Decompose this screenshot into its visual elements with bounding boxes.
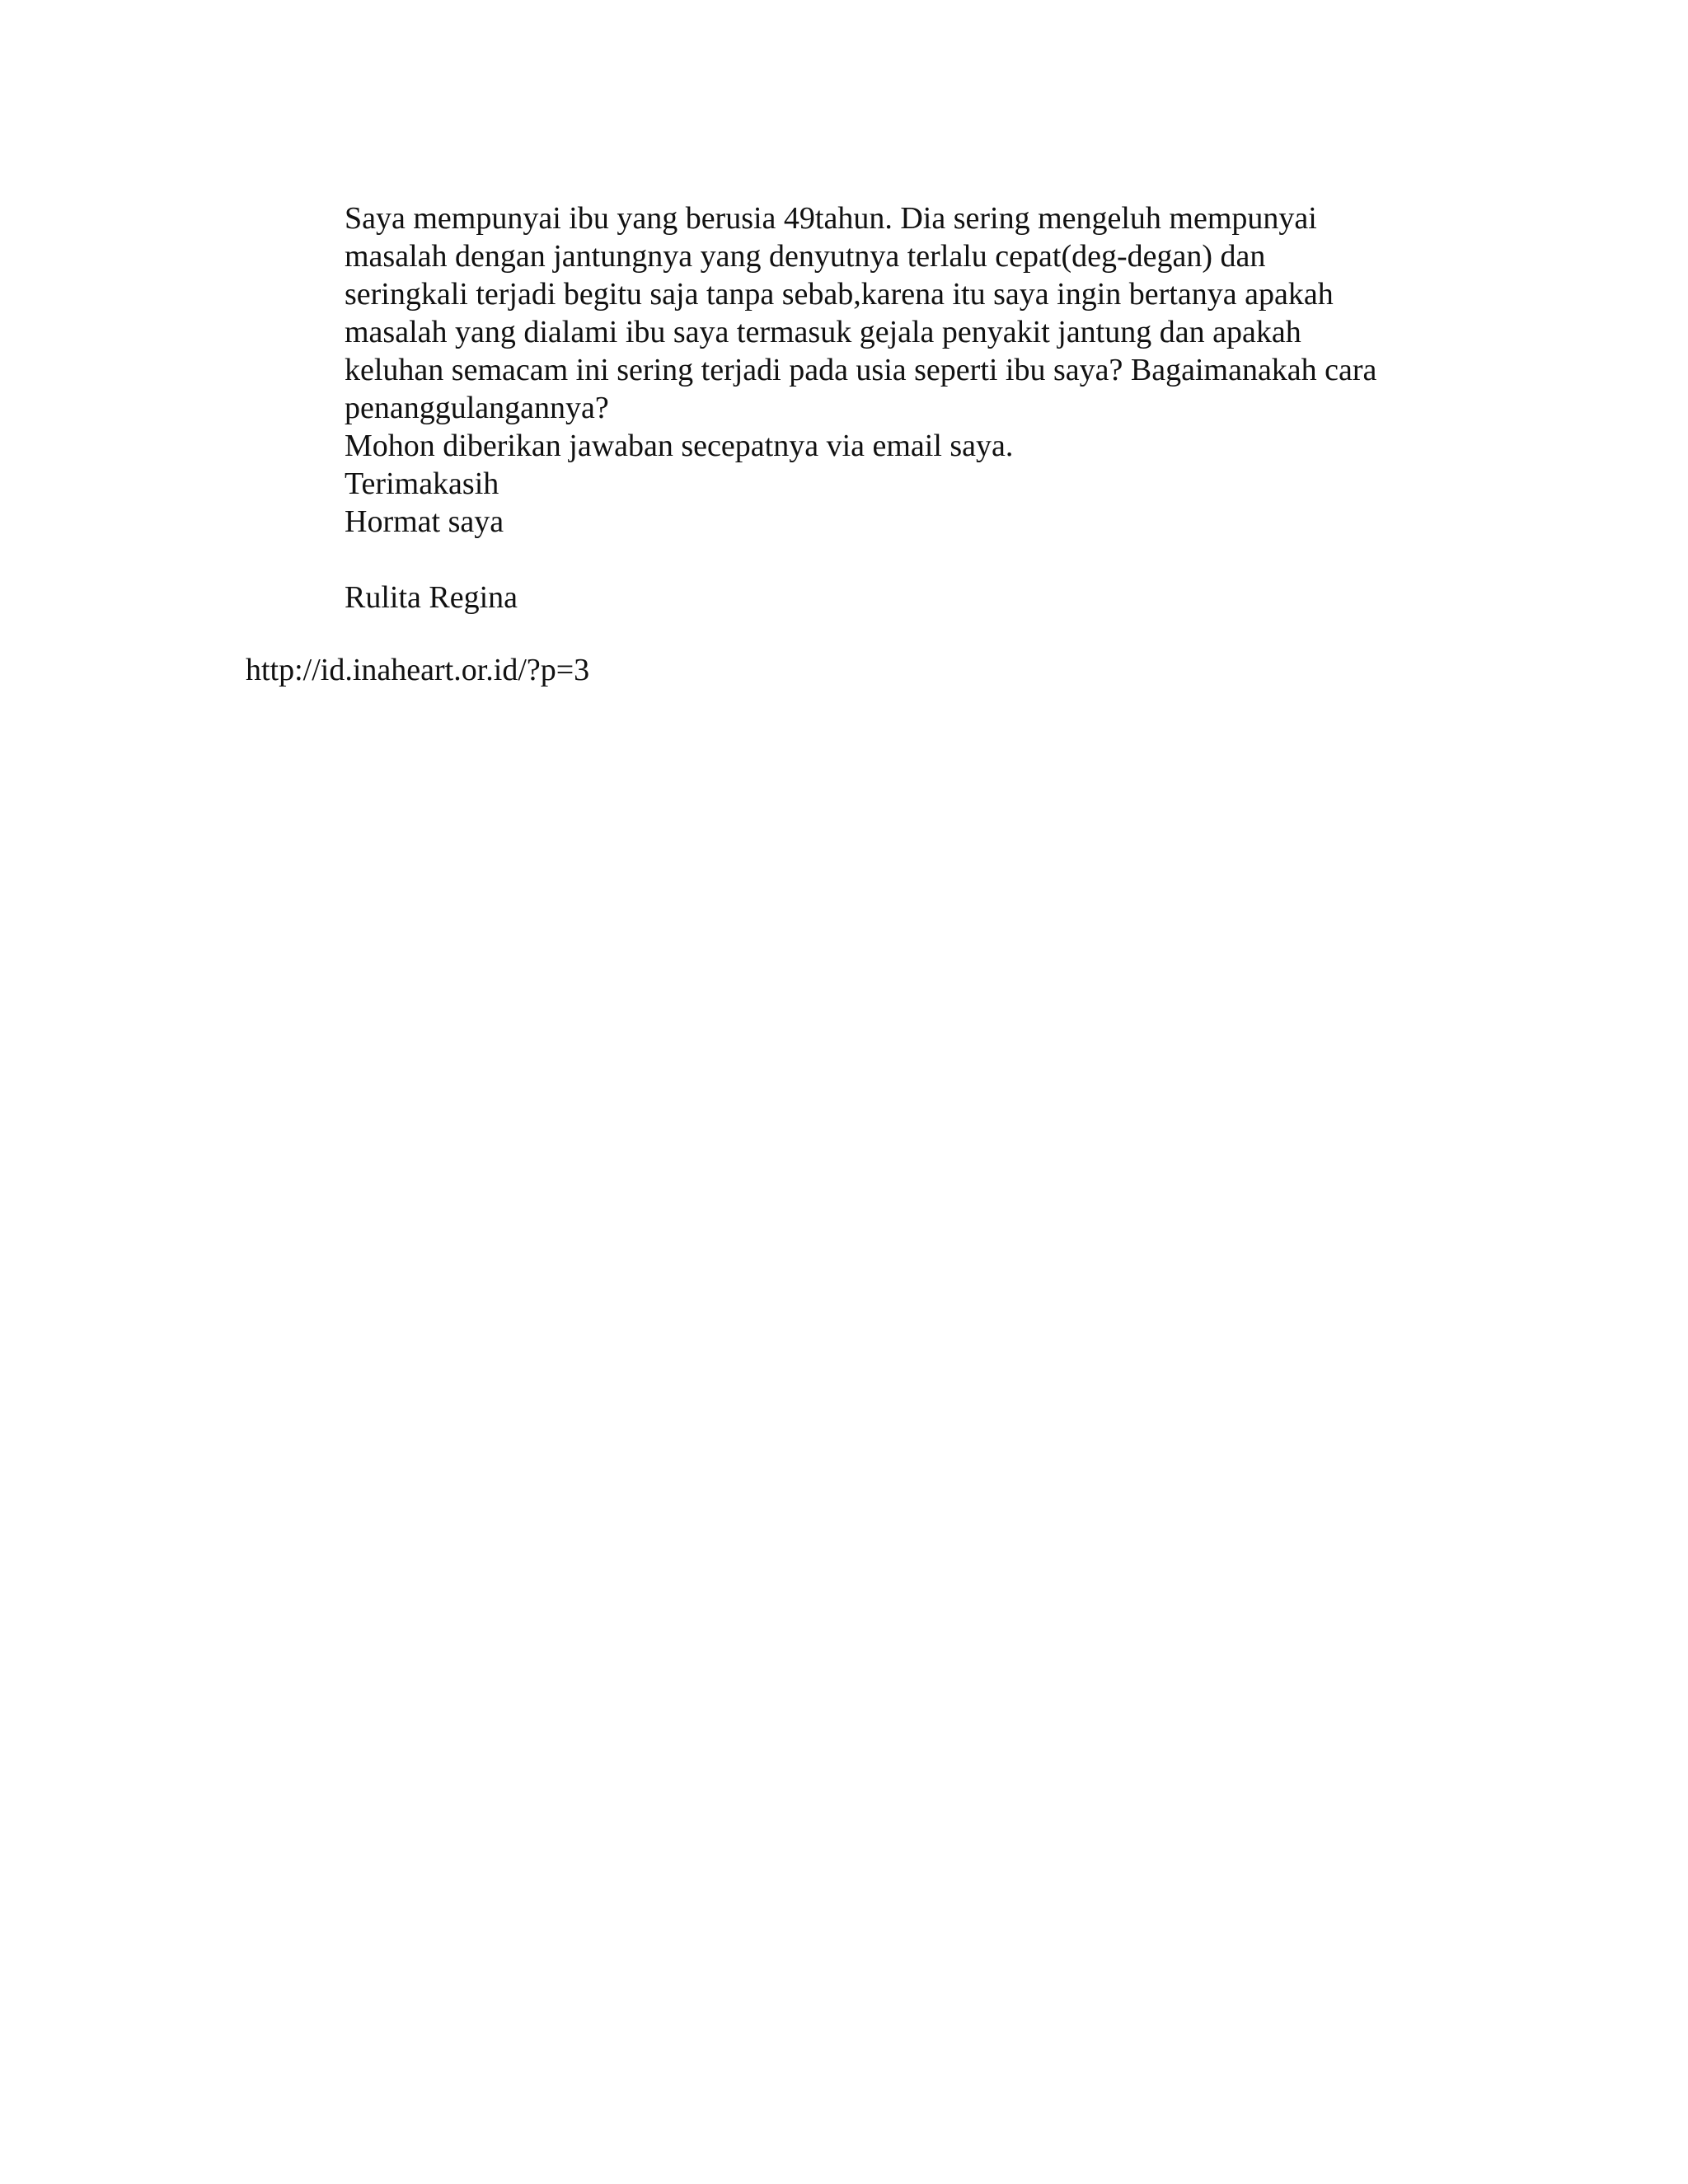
source-url: http://id.inaheart.or.id/?p=3 [246, 653, 590, 687]
thanks-line: Terimakasih [345, 466, 499, 501]
letter-body [345, 199, 1482, 616]
letter-line: penanggulangannya? [345, 391, 609, 425]
request-line: Mohon diberikan jawaban secepatnya via email saya. [345, 429, 1014, 463]
letter-line: masalah dengan jantungnya yang denyutnya terlalu cepat(deg-degan) dan [345, 239, 1266, 274]
signature-name: Rulita Regina [345, 580, 518, 615]
blank-line [345, 541, 1482, 579]
closing-line: Hormat saya [345, 504, 504, 539]
letter-line: seringkali terjadi begitu saja tanpa sebab,karena itu saya ingin bertanya apakah [345, 277, 1334, 312]
letter-line: masalah yang dialami ibu saya termasuk gejala penyakit jantung dan apakah [345, 315, 1301, 349]
letter-line: Saya mempunyai ibu yang berusia 49tahun. Dia sering mengeluh mempunyai [345, 201, 1317, 236]
letter-line: keluhan semacam ini sering terjadi pada usia seperti ibu saya? Bagaimanakah cara [345, 353, 1377, 387]
